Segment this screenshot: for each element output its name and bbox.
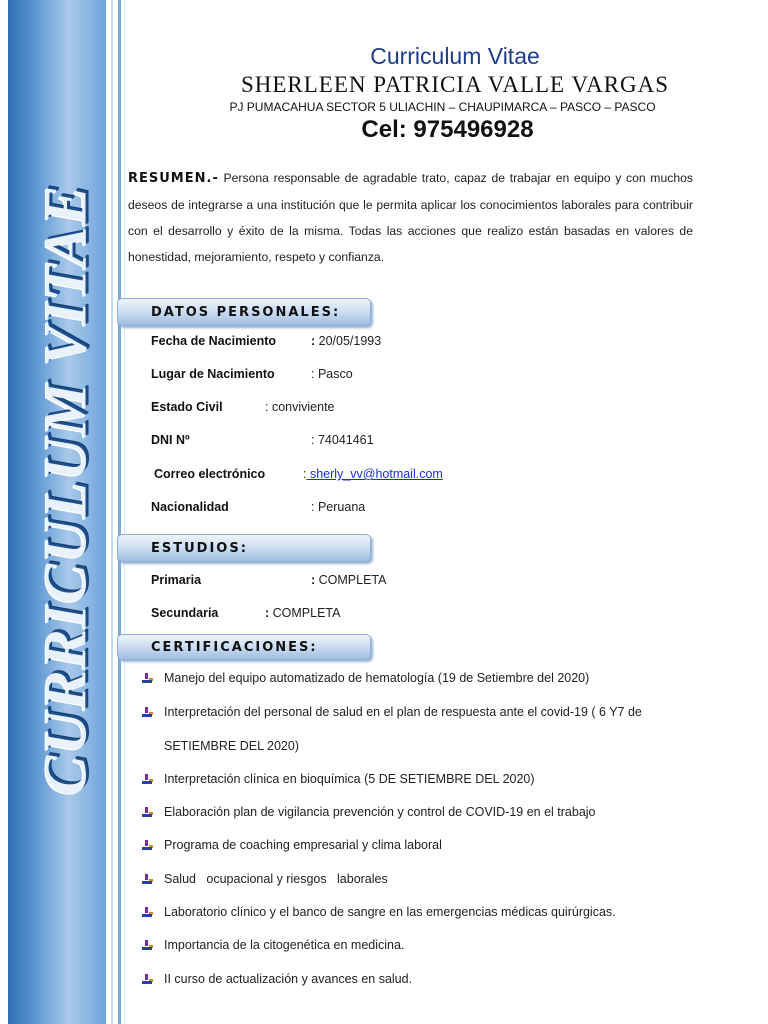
- list-item: Salud ocupacional y riesgos laborales: [141, 872, 388, 886]
- field-dni: [151, 433, 374, 447]
- divider-line: [118, 0, 121, 1024]
- field-value: 74041461: [314, 433, 374, 447]
- section-header-certifications: CERTIFICACIONES:: [117, 634, 371, 660]
- bullet-icon: [141, 874, 153, 884]
- divider-line: [111, 0, 113, 1024]
- field-separator: :: [311, 573, 316, 587]
- list-item: Programa de coaching empresarial y clima laboral: [141, 838, 442, 852]
- summary-label: RESUMEN.-: [128, 171, 219, 186]
- bullet-icon: [141, 840, 153, 850]
- field-separator: :: [265, 400, 269, 414]
- field-nationality: [151, 500, 366, 514]
- section-header-studies: ESTUDIOS:: [117, 534, 371, 562]
- bullet-icon: [141, 807, 153, 817]
- field-separator: :: [265, 606, 270, 620]
- field-birth-date: [151, 334, 382, 348]
- list-item: Importancia de la citogenética en medicina.: [141, 938, 404, 952]
- field-birth-place: [151, 367, 353, 381]
- list-item: Interpretación clínica en bioquímica (5 DE SETIEMBRE DEL 2020): [141, 772, 535, 786]
- field-label: Fecha de Nacimiento: [151, 334, 277, 348]
- list-item-continuation: SETIEMBRE DEL 2020): [164, 739, 300, 753]
- list-item: Interpretación del personal de salud en el plan de respuesta ante el covid-19 ( 6 Y7 de: [141, 705, 642, 719]
- field-label: Primaria: [151, 573, 202, 587]
- field-civil-status: [151, 400, 335, 414]
- field-separator: :: [311, 367, 315, 381]
- sidebar-band: [8, 0, 106, 1024]
- email-link[interactable]: sherly_vv@hotmail.com: [306, 467, 443, 481]
- field-label: Estado Civil: [151, 400, 223, 414]
- field-label: Correo electrónico: [154, 467, 266, 481]
- field-secondary: [151, 606, 341, 620]
- person-name: SHERLEEN PATRICIA VALLE VARGAS: [240, 72, 670, 97]
- summary-text: Persona responsable de agradable trato, capaz de trabajar en equipo y con muchos deseos de integrarse a una institución que le permita aplicar los conocimientos laborales para contribuir con el desarrollo y éxito de la misma. Todas las acciones que realizo están basadas en valores de honestidad, mejoramiento, respeto y confianza.: [128, 171, 693, 264]
- list-item: Manejo del equipo automatizado de hematología (19 de Setiembre del 2020): [141, 671, 589, 685]
- field-separator: :: [311, 433, 315, 447]
- bullet-icon: [141, 673, 153, 683]
- field-label: Lugar de Nacimiento: [151, 367, 275, 381]
- address: PJ PUMACAHUA SECTOR 5 ULIACHIN – CHAUPIMARCA – PASCO – PASCO: [229, 100, 656, 114]
- field-value: conviviente: [268, 400, 335, 414]
- field-label: Nacionalidad: [151, 500, 229, 514]
- bullet-icon: [141, 940, 153, 950]
- bullet-icon: [141, 974, 153, 984]
- field-value: 20/05/1993: [315, 334, 382, 348]
- field-label: DNI Nº: [151, 433, 190, 447]
- document-title: Curriculum Vitae: [370, 43, 540, 69]
- bullet-icon: [141, 707, 153, 717]
- list-item: II curso de actualización y avances en salud.: [141, 972, 412, 986]
- section-header-personal: DATOS PERSONALES:: [117, 298, 371, 326]
- divider-line: [124, 0, 125, 1024]
- field-separator: :: [311, 500, 315, 514]
- field-label: Secundaria: [151, 606, 219, 620]
- field-separator: :: [303, 467, 307, 481]
- vertical-title: CURRICULUM VITAE: [32, 184, 99, 796]
- list-item: Laboratorio clínico y el banco de sangre en las emergencias médicas quirúrgicas.: [141, 905, 616, 919]
- list-item: Elaboración plan de vigilancia prevención y control de COVID-19 en el trabajo: [141, 805, 596, 819]
- field-value: COMPLETA: [269, 606, 341, 620]
- field-value: Pasco: [314, 367, 353, 381]
- summary-paragraph: [128, 165, 693, 270]
- field-primary: [151, 573, 387, 587]
- field-value: COMPLETA: [315, 573, 387, 587]
- field-value: Peruana: [314, 500, 366, 514]
- bullet-icon: [141, 907, 153, 917]
- field-email: [154, 467, 443, 481]
- field-separator: :: [311, 334, 316, 348]
- bullet-icon: [141, 774, 153, 784]
- phone-number: Cel: 975496928: [361, 116, 534, 143]
